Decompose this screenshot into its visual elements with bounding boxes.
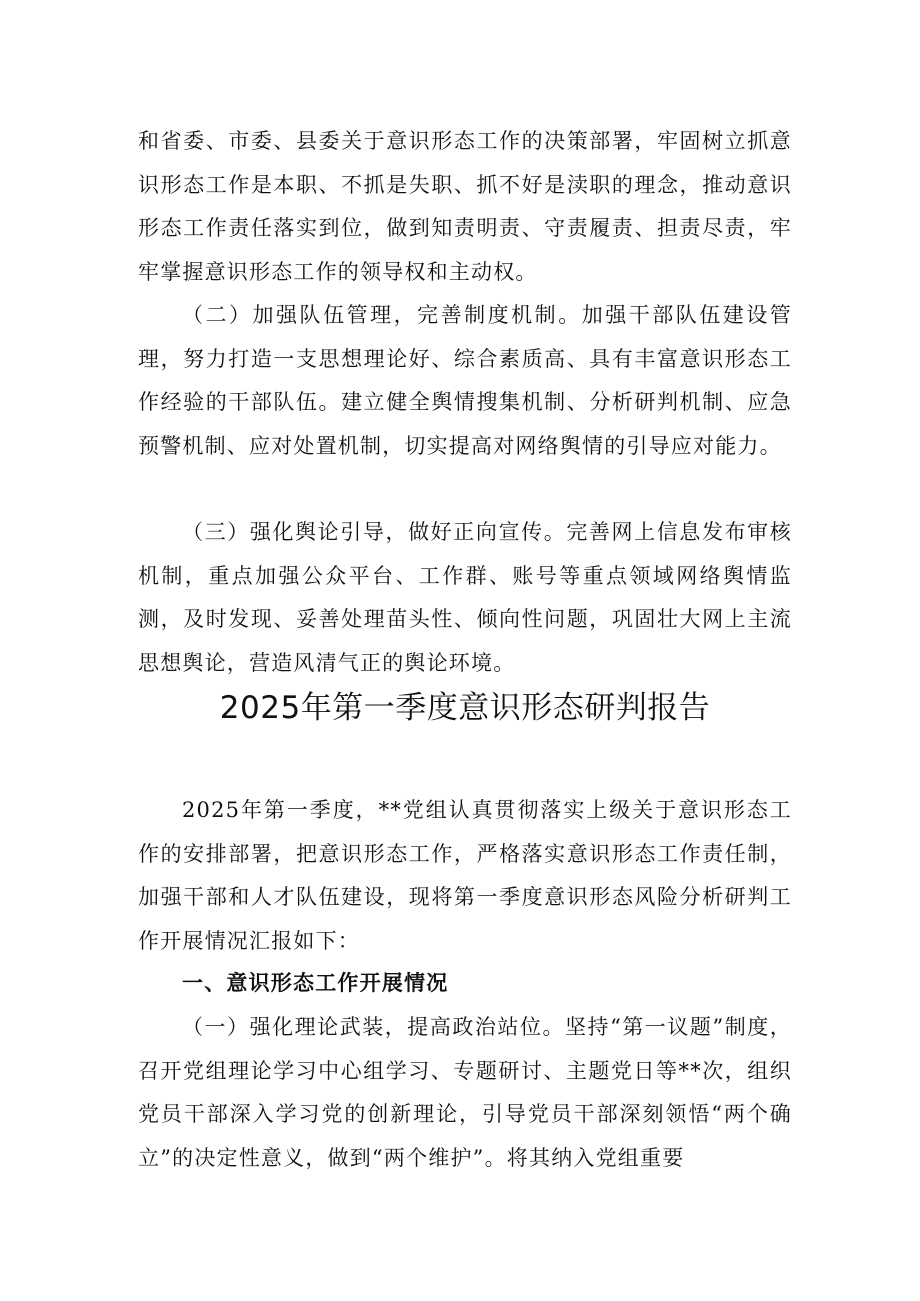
- report-title: 2025年第一季度意识形态研判报告: [219, 690, 711, 726]
- section-heading: 一、意识形态工作开展情况: [182, 971, 449, 995]
- section-paragraph-theory: （一）强化理论武装，提高政治站位。坚持“第一议题”制度，召开党组理论学习中心组学习、专题研讨、主题党日等**次，组织党员干部深入学习党的创新理论，引导党员干部深刻领悟“两个确立”的决定性意义，做到“两个维护”。将其纳入党组重要: [138, 1015, 792, 1170]
- paragraph-team-management: （二）加强队伍管理，完善制度机制。加强干部队伍建设管理，努力打造一支思想理论好、综合素质高、具有丰富意识形态工作经验的干部队伍。建立健全舆情搜集机制、分析研判机制、应急预警机制、应对处置机制，切实提高对网络舆情的引导应对能力。: [138, 303, 792, 458]
- paragraph-public-opinion: （三）强化舆论引导，做好正向宣传。完善网上信息发布审核机制，重点加强公众平台、工作群、账号等重点领域网络舆情监测，及时发现、妥善处理苗头性、倾向性问题，巩固壮大网上主流思想舆论，营造风清气正的舆论环境。: [138, 520, 792, 675]
- continued-paragraph: 和省委、市委、县委关于意识形态工作的决策部署，牢固树立抓意识形态工作是本职、不抓是失职、抓不好是渎职的理念，推动意识形态工作责任落实到位，做到知责明责、守责履责、担责尽责，牢牢掌握意识形态工作的领导权和主动权。: [138, 129, 792, 284]
- report-intro: 2025年第一季度，**党组认真贯彻落实上级关于意识形态工作的安排部署，把意识形态工作，严格落实意识形态工作责任制，加强干部和人才队伍建设，现将第一季度意识形态风险分析研判工作开展情况汇报如下：: [138, 798, 792, 953]
